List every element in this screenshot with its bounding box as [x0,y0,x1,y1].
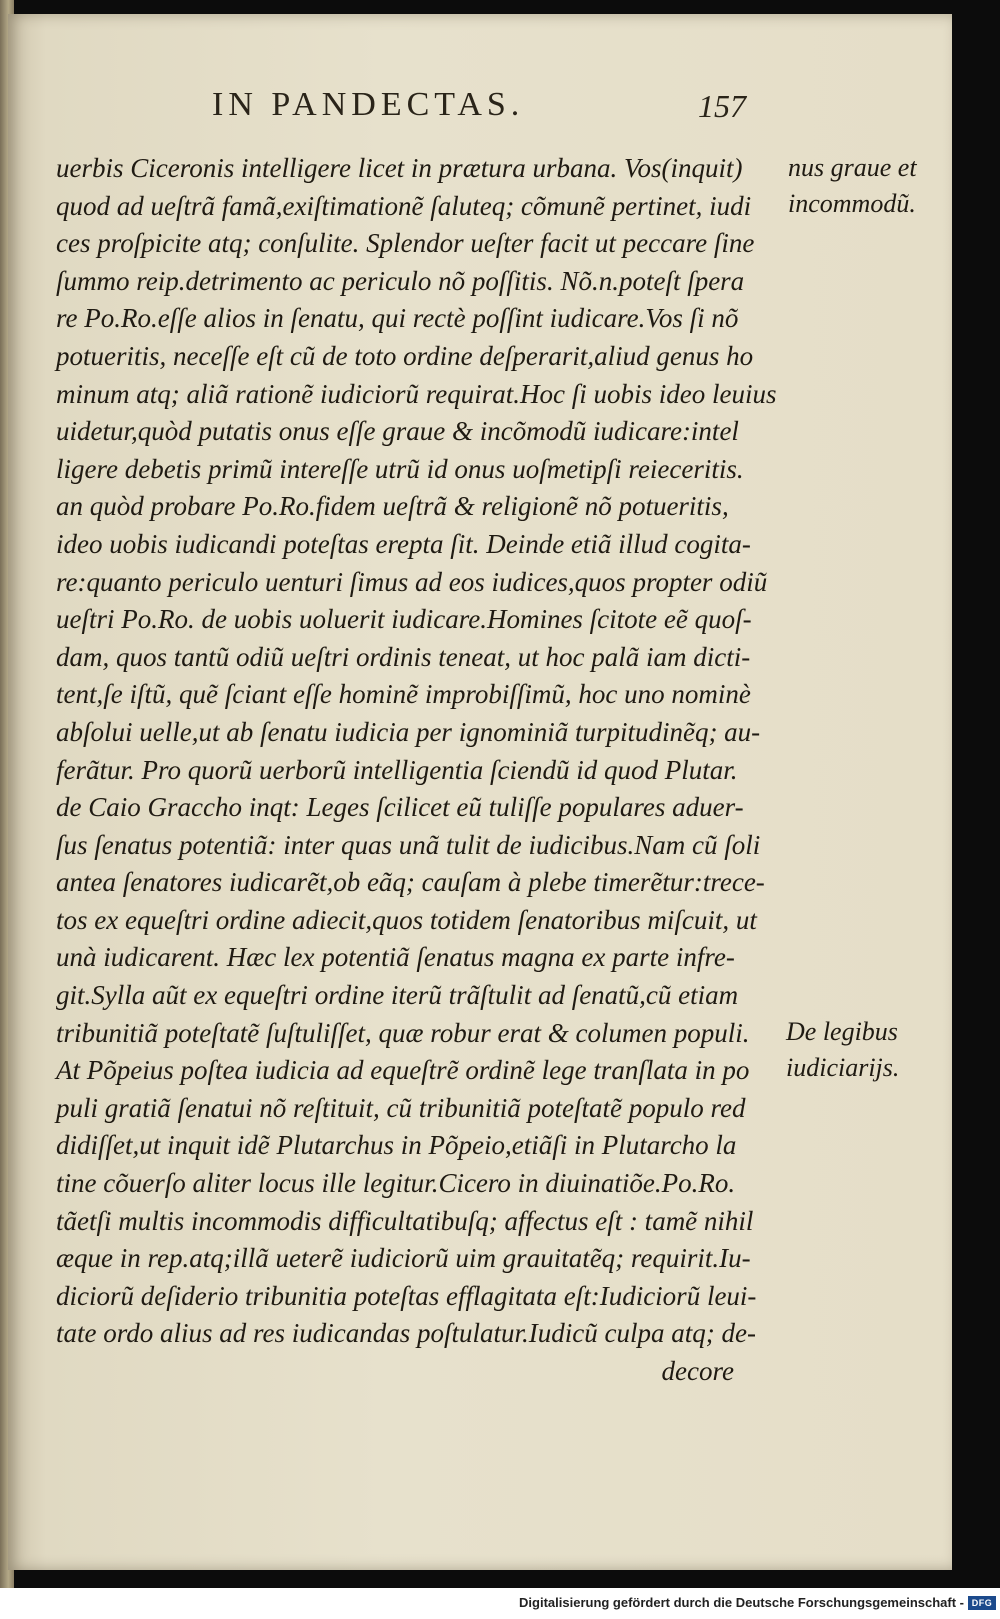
text-line: de Caio Graccho inqt: Leges ſcilicet eũ tuliſſe populares aduer- [56,792,744,823]
text-line: uerbis Ciceronis intelligere licet in prætura urbana. Vos(inquit) [56,153,743,183]
dfg-logo-badge: DFG [968,1596,996,1610]
text-line: ligere debetis primũ intereſſe utrũ id onus uoſmetipſi reieceritis. [56,453,744,484]
text-line: tent,ſe iſtũ, quẽ ſciant eſſe hominẽ improbiſſimũ, hoc uno nominè [56,679,751,710]
text-line: At Põpeius poſtea iudicia ad equeſtrẽ ordinẽ lege tranſlata in po [56,1055,750,1086]
text-line: ferãtur. Pro quorũ uerborũ intelligentia ſciendũ id quod Plutar. [56,754,738,785]
page-number: 157 [698,88,746,124]
text-line: re:quanto periculo uenturi ſimus ad eos iudices,quos propter odiũ [56,566,768,597]
text-line: unà iudicarent. Hæc lex potentiã ſenatus magna ex parte infre- [56,942,735,973]
text-line: quod ad ueſtrã famã,exiſtimationẽ ſaluteq; cõmunẽ pertinet, iudi [56,190,752,221]
text-line: puli gratiã ſenatui nõ reſtituit, cũ tribunitiã poteſtatẽ populo red [56,1092,746,1123]
main-text-block [56,150,777,1391]
funding-credit: Digitalisierung gefördert durch die Deutsche Forschungsgemeinschaft - [519,1595,964,1610]
text-line: an quòd probare Po.Ro.fidem ueſtrã & religionẽ nõ potueritis, [56,491,729,522]
text-line: tine cõuerſo aliter locus ille legitur.Cicero in diuinatiõe.Po.Ro. [56,1168,736,1199]
book-page [8,14,952,1570]
text-line: ideo uobis iudicandi poteſtas erepta ſit. Deinde etiã illud cogita- [56,528,751,559]
text-line: didiſſet,ut inquit idẽ Plutarchus in Põpeio,etiãſi in Plutarcho la [56,1130,737,1161]
running-head [8,86,952,130]
page-content [8,14,952,1570]
margin-note-line: nus graue et [788,153,917,182]
text-line: æque in rep.atq;illã ueterẽ iudiciorũ uim grauitatẽq; requirit.Iu- [56,1243,751,1274]
margin-note-line: incommodũ. [788,189,916,218]
text-line: tãetſi multis incommodis difficultatibuſq; affectus eſt : tamẽ nihil [56,1205,754,1236]
text-line: dam, quos tantũ odiũ ueſtri ordinis teneat, ut hoc palã iam dicti- [56,641,751,672]
margin-note [788,150,917,222]
text-line: diciorũ deſiderio tribunitia poteſtas efflagitata eſt:Iudiciorũ leui- [56,1280,757,1311]
text-line: re Po.Ro.eſſe alios in ſenatu, qui rectè poſſint iudicare.Vos ſi nõ [56,303,739,334]
text-line: ueſtri Po.Ro. de uobis uoluerit iudicare.Homines ſcitote eẽ quoſ- [56,604,752,635]
text-line: minum atq; aliã rationẽ iudiciorũ requirat.Hoc ſi uobis ideo leuius [56,378,777,409]
text-line: potueritis, neceſſe eſt cũ de toto ordine deſperarit,aliud genus ho [56,340,754,371]
text-line: antea ſenatores iudicarẽt,ob eãq; cauſam à plebe timerẽtur:trece- [56,867,765,898]
text-line: git.Sylla aũt ex equeſtri ordine iterũ trãſtulit ad ſenatũ,cũ etiam [56,980,739,1011]
catchword: decore [661,1356,734,1386]
text-line: abſolui uelle,ut ab ſenatu iudicia per ignominiã turpitudinẽq; au- [56,716,761,747]
margin-note-line: iudiciarijs. [786,1053,900,1082]
digitization-footer [0,1588,1000,1619]
text-line: ſus ſenatus potentiã: inter quas unã tulit de iudicibus.Nam cũ ſoli [56,829,761,860]
text-line: ces proſpicite atq; conſulite. Splendor ueſter facit ut peccare ſine [56,228,755,259]
text-line: tos ex equeſtri ordine adiecit,quos totidem ſenatoribus miſcuit, ut [56,904,757,935]
text-line: tribunitiã poteſtatẽ ſuſtuliſſet, quæ robur erat & columen populi. [56,1017,750,1048]
text-line: tate ordo alius ad res iudicandas poſtulatur.Iudicũ culpa atq; de- [56,1318,756,1349]
margin-note-line: De legibus [786,1017,898,1046]
margin-note [786,1014,899,1086]
text-line: ſummo reip.detrimento ac periculo nõ poſſitis. Nõ.n.poteſt ſpera [56,265,745,296]
text-line: uidetur,quòd putatis onus eſſe graue & incõmodũ iudicare:intel [56,416,739,447]
running-title: IN PANDECTAS. [212,86,525,123]
